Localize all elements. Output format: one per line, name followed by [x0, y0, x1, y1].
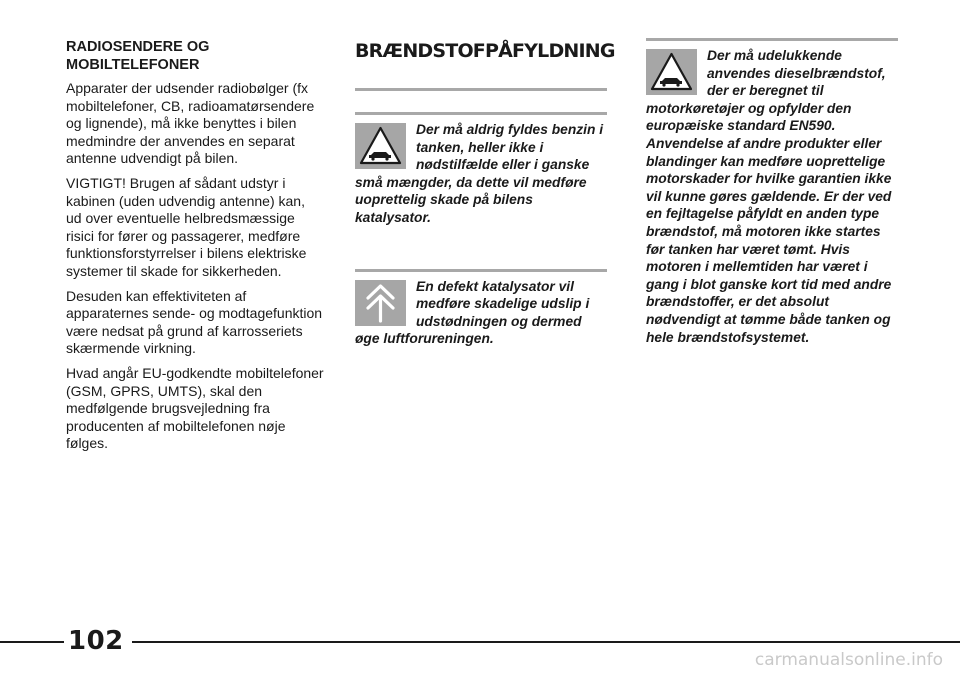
middle-column	[355, 38, 615, 348]
note-divider	[355, 269, 607, 272]
page-number: 102	[68, 626, 124, 656]
warning-note-text: Der må aldrig fyldes benzin i tanken, heller ikke i nødstilfælde eller i ganske små mængder, da dette vil medføre uoprettelig skade på bilens katalysator.	[355, 122, 604, 225]
warning-triangle-car-icon	[355, 123, 406, 169]
footer-rule-right	[132, 641, 960, 643]
paragraph-1: Apparater der udsender radiobølger (fx mobiltelefoner, CB, radioamatørsendere og lignende), må ikke benyttes i bilen medmindre der anvendes en separat antenne udvendigt på bilen.	[66, 80, 315, 167]
note-divider	[355, 112, 607, 115]
paragraph-4: Hvad angår EU-godkendte mobiltelefoner (GSM, GPRS, UMTS), skal den medfølgende brugsvejledning fra producenten af mobiltelefonen nøje følges.	[66, 364, 324, 452]
diesel-note-text: Der må udelukkende anvendes dieselbrændstof, der er beregnet til motorkøretøjer og opfylder den europæiske standard EN590. Anvendelse af andre produkter eller blandinger kan medføre uoprettelige motorskader for hvilke garantien ikke vil kunne gøres gældende. Er der ved en fejltagelse påfyldt en anden type brændstof, må motoren ikke startes før tanken har været tømt. Hvis motoren i mellemtiden har været i gang i blot ganske kort tid med andre brændstoffer, er det absolut nødvendigt at tømme både tanken og hele brændstofsystemet.	[646, 48, 892, 345]
environment-note	[355, 269, 607, 348]
heading-divider	[355, 88, 607, 91]
note-divider	[646, 38, 898, 41]
footer-rule-left	[0, 641, 64, 643]
paragraph-3: Desuden kan effektiviteten af apparaternes sende- og modtagefunktion være nedsat på grund af karrosseriets skærmende virkning.	[66, 287, 323, 357]
environment-arrows-icon	[355, 280, 406, 326]
warning-note-petrol	[355, 112, 607, 227]
left-column	[66, 38, 324, 460]
page-title: BRÆNDSTOFPÅFYLDNING	[355, 40, 615, 62]
environment-note-text: En defekt katalysator vil medføre skadelige udslip i udstødningen og dermed øge luftforureningen.	[355, 278, 590, 347]
right-column	[646, 38, 898, 346]
paragraph-2: VIGTIGT! Brugen af sådant udstyr i kabinen (uden udvendig antenne) kan, ud over eventuelle helbredsmæssige risici for fører og passagerer, medføre funktionsforstyrrelser i bilens elektriske systemer til skade for sikkerheden.	[66, 174, 307, 279]
warning-triangle-car-icon	[646, 49, 697, 95]
watermark: carmanualsonline.info	[754, 650, 943, 670]
warning-note-diesel	[646, 38, 898, 346]
section-heading-radio: RADIOSENDERE OG MOBILTELEFONER	[66, 39, 210, 73]
